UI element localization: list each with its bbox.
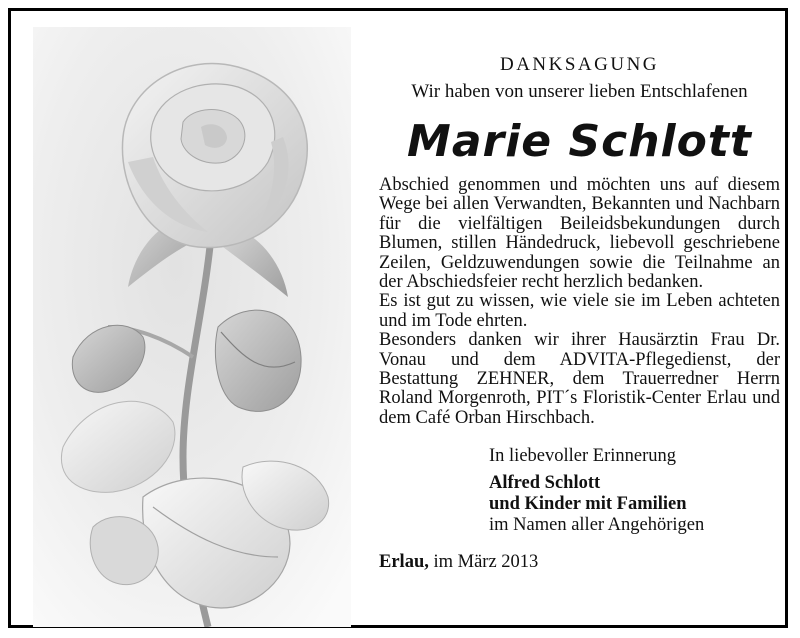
signature-family: und Kinder mit Familien: [489, 494, 687, 515]
rose-illustration: [33, 27, 351, 627]
text-column: [379, 27, 780, 573]
intro-line: Wir haben von unserer lieben Entschlafenen: [411, 81, 748, 102]
body-text: [379, 176, 780, 428]
obituary-card: [8, 8, 788, 628]
date: im März 2013: [433, 552, 539, 573]
paragraph-remembrance: Es ist gut zu wissen, wie viele sie im Leben achteten und im Tode ehrten.: [379, 291, 780, 331]
paragraph-special-thanks: Besonders danken wir ihrer Hausärztin Frau Dr. Vonau und dem ADVITA-Pflegedienst, der Bestattung ZEHNER, dem Trauerredner Herrn Roland Morgenroth, PIT´s Floristik-Center Erlau und dem Café Orban Hirschbach.: [379, 330, 780, 428]
notice-heading: DANKSAGUNG: [499, 54, 660, 75]
place-date: [379, 552, 780, 573]
signature-name: Alfred Schlott: [489, 473, 601, 494]
signature-relatives: im Namen aller Angehörigen: [489, 515, 705, 536]
deceased-name: Marie Schlott: [407, 116, 752, 167]
place: Erlau,: [379, 552, 429, 573]
closing-phrase: In liebevoller Erinnerung: [489, 446, 676, 467]
closing-block: [489, 446, 780, 536]
paragraph-thanks: Abschied genommen und möchten uns auf diesem Wege bei allen Verwandten, Bekannten und Nachbarn für die vielfältigen Beileidsbekundungen durch Blumen, stillen Händedruck, liebevoll geschriebene Zeilen, Geldzuwendungen sowie die Teilnahme an der Abschiedsfeier recht herzlich bedanken.: [379, 175, 780, 293]
